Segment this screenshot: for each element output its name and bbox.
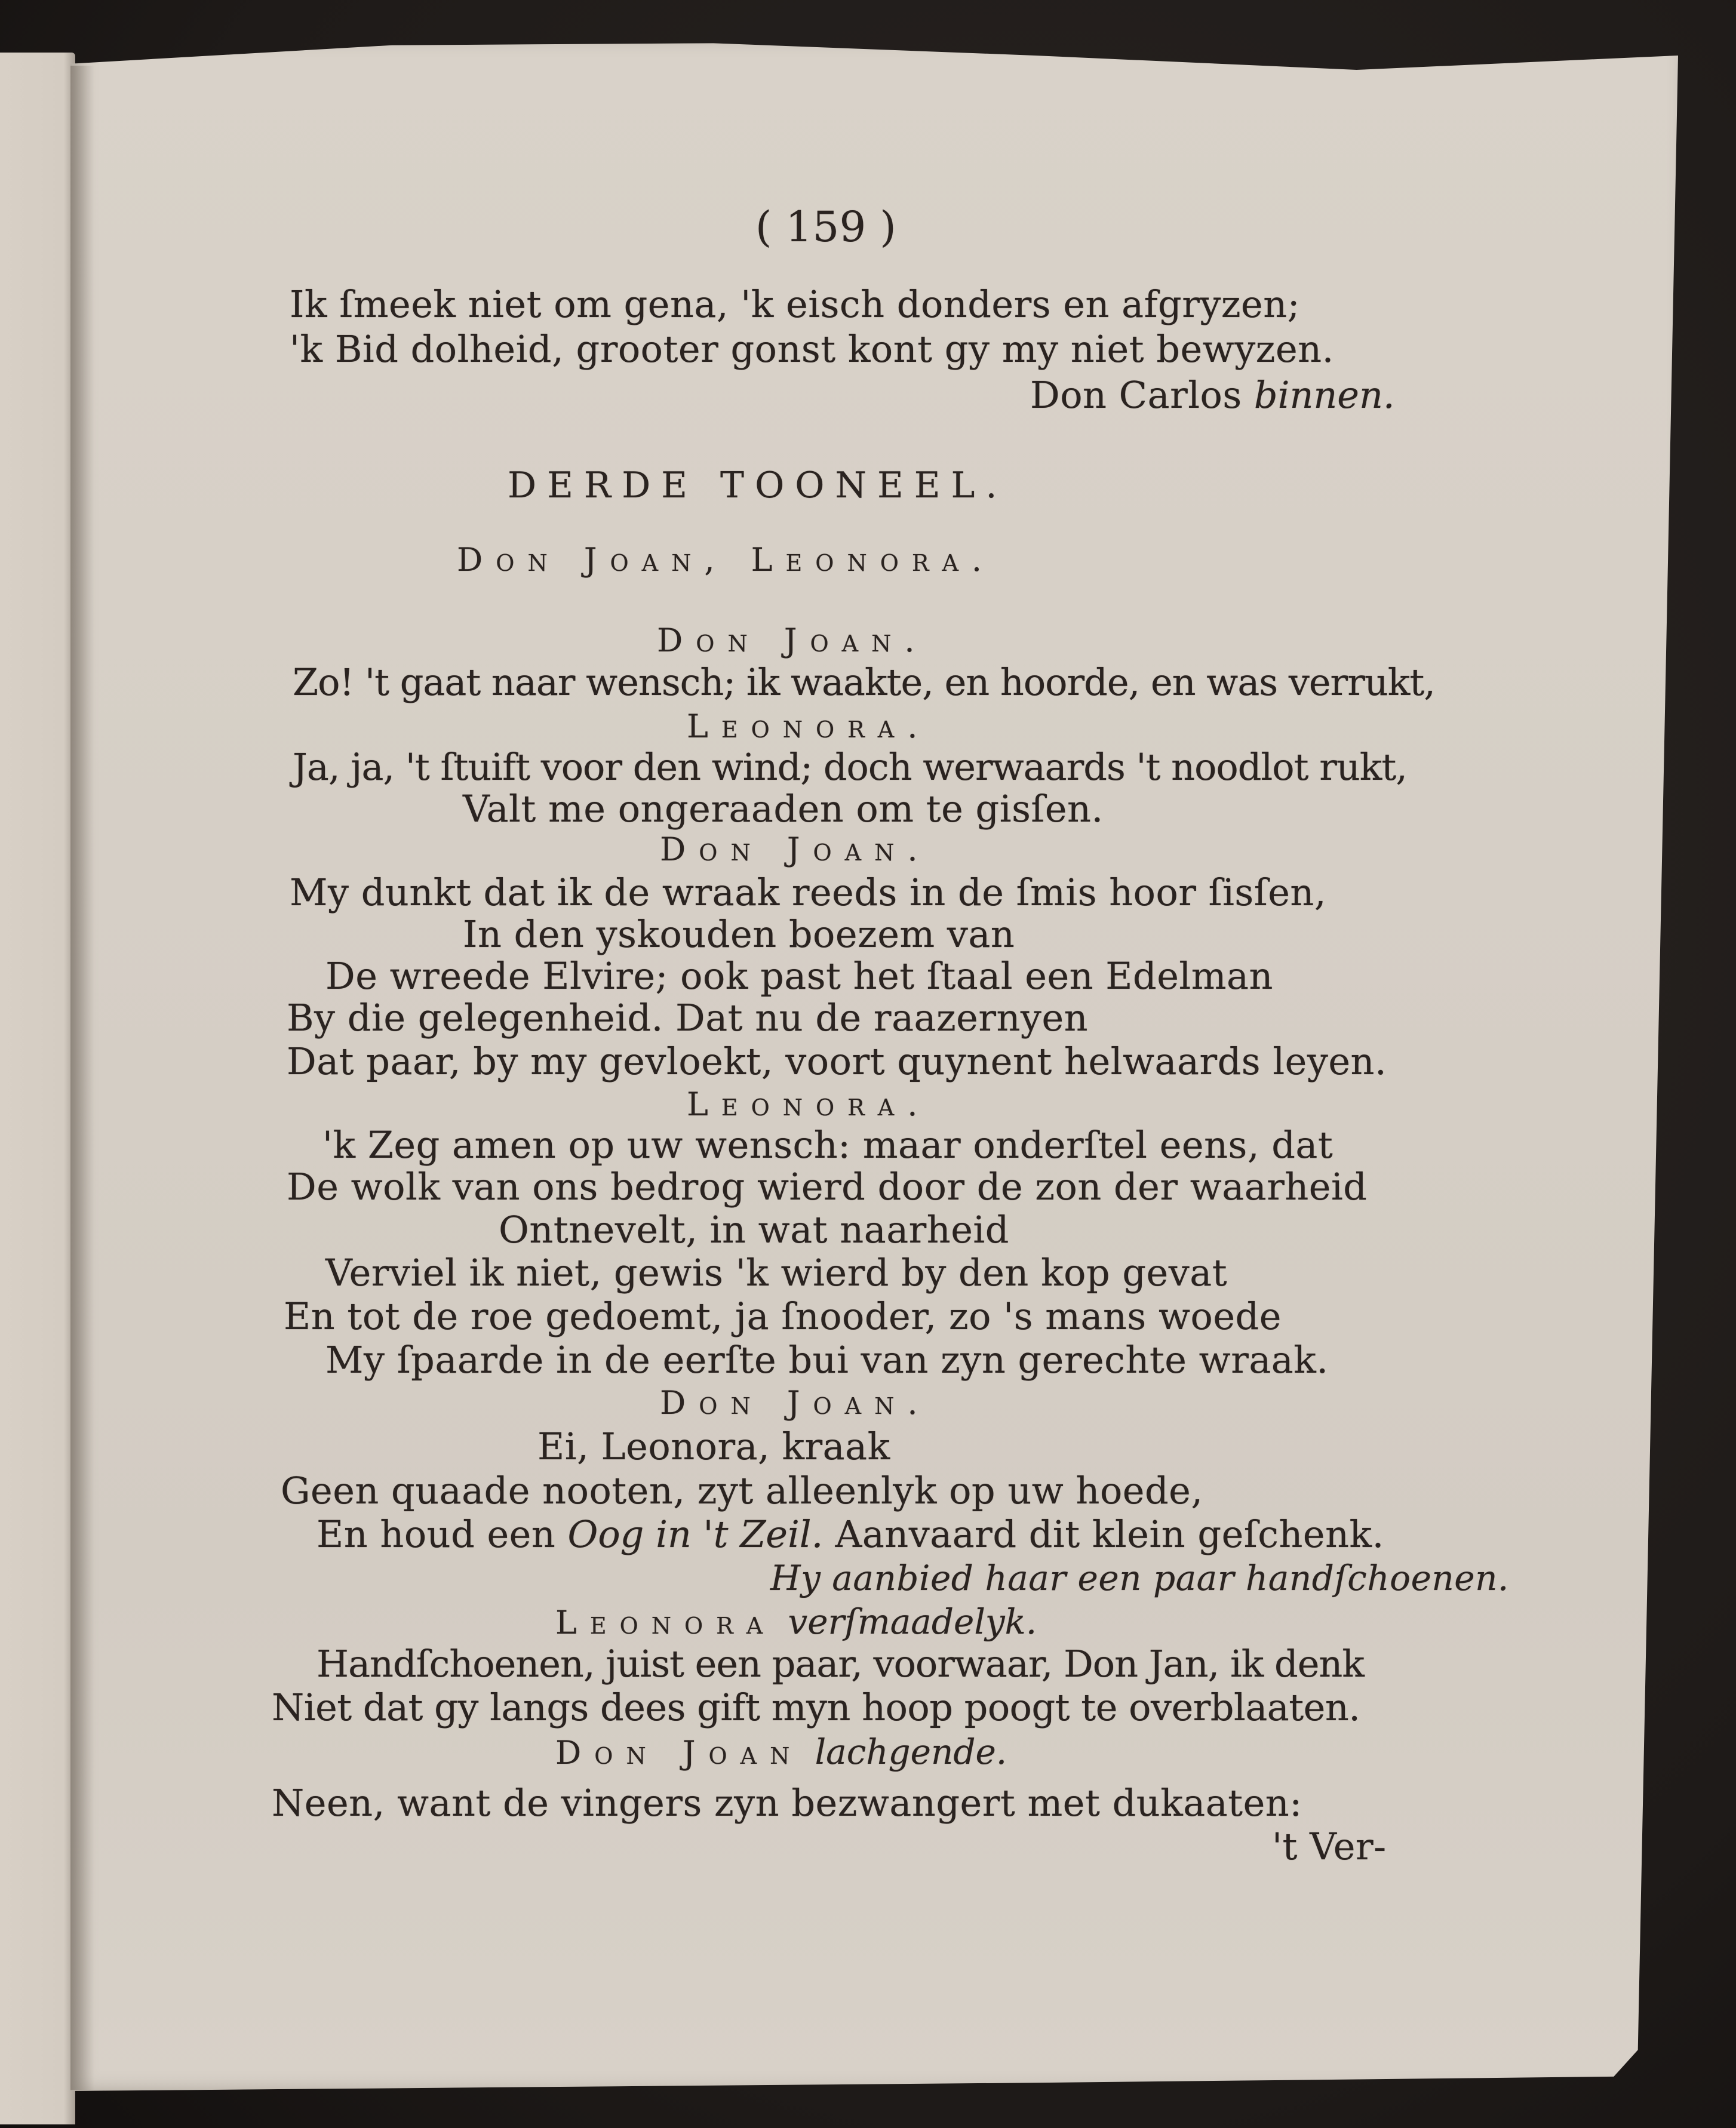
verse-text: Aanvaard dit klein geſchenk. (835, 1512, 1384, 1556)
verse-line: 'k Bid dolheid, grooter gonst kont gy my niet bewyzen. (290, 327, 1334, 371)
verse-line: By die gelegenheid. Dat nu de raazernyen (287, 996, 1089, 1040)
speaker-name: Don Joan. (657, 622, 928, 659)
verse-line: My ſpaarde in de eerſte bui van zyn gerechte wraak. (325, 1338, 1329, 1382)
verse-line: Verviel ik niet, gewis 'k wierd by den kop gevat (325, 1251, 1228, 1294)
direction-text: lachgende. (815, 1732, 1007, 1772)
verse-line: In den yskouden boezem van (463, 912, 1015, 956)
verse-line: De wreede Elvire; ook past het ſtaal een Edelman (325, 954, 1273, 998)
speaker-name: Don Joan. (660, 831, 931, 868)
speaker-name: Don Joan (555, 1734, 803, 1772)
scene-title: DERDE TOONEEL. (508, 465, 1008, 506)
verse-line: Neen, want de vingers zyn bezwangert met dukaaten: (272, 1781, 1302, 1825)
page-number: ( 159 ) (755, 202, 897, 251)
verse-line: En tot de roe gedoemt, ja ſnooder, zo 's mans woede (284, 1294, 1282, 1338)
direction-text: binnen. (1253, 373, 1395, 417)
verse-line: Niet dat gy langs dees gift myn hoop poogt te overblaaten. (272, 1686, 1360, 1729)
verse-line: De wolk van ons bedrog wierd door de zon der waarheid (287, 1165, 1368, 1208)
speaker-name: Don Joan. (660, 1384, 931, 1422)
character-name: Don Carlos (1030, 373, 1242, 417)
speaker-name: Leonora (555, 1604, 776, 1641)
verse-line: Valt me ongeraaden om te gisſen. (463, 787, 1104, 831)
verse-line: Ei, Leonora, kraak (537, 1425, 890, 1468)
speaker-name: Leonora. (687, 708, 931, 745)
verse-line: Zo! 't gaat naar wensch; ik waakte, en hoorde, en was verrukt, (293, 660, 1435, 704)
speaker-with-direction (555, 1730, 1007, 1774)
speaker-with-direction (555, 1600, 1037, 1644)
verse-line: Ontnevelt, in wat naarheid (499, 1208, 1009, 1251)
speaker-name: Leonora. (687, 1085, 931, 1123)
verse-line: Dat paar, by my gevloekt, voort quynent helwaards leyen. (287, 1040, 1387, 1083)
verse-text: En houd een (317, 1512, 556, 1556)
stage-direction: Hy aanbied haar een paar handſchoenen. (770, 1558, 1509, 1598)
verse-line: 'k Zeg amen op uw wensch: maar onderſtel eens, dat (322, 1123, 1334, 1167)
italic-phrase: Oog in 't Zeil. (567, 1512, 824, 1556)
verse-line (317, 1514, 1384, 1555)
verse-line: Ja, ja, 't ſtuift voor den wind; doch werwaards 't noodlot rukt, (293, 745, 1407, 789)
verse-line: Handſchoenen, juist een paar, voorwaar, Don Jan, ik denk (317, 1642, 1364, 1686)
catchword: 't Ver- (1272, 1825, 1387, 1868)
verse-line: Ik ſmeek niet om gena, 'k eisch donders en afgryzen; (290, 282, 1301, 326)
stage-direction (1030, 374, 1395, 416)
verse-line: Geen quaade nooten, zyt alleenlyk op uw hoede, (281, 1469, 1203, 1512)
scene-cast: Don Joan, Leonora. (457, 541, 995, 579)
verse-line: My dunkt dat ik de wraak reeds in de ſmis hoor ſisſen, (290, 871, 1327, 914)
direction-text: verſmaadelyk. (788, 1601, 1037, 1642)
